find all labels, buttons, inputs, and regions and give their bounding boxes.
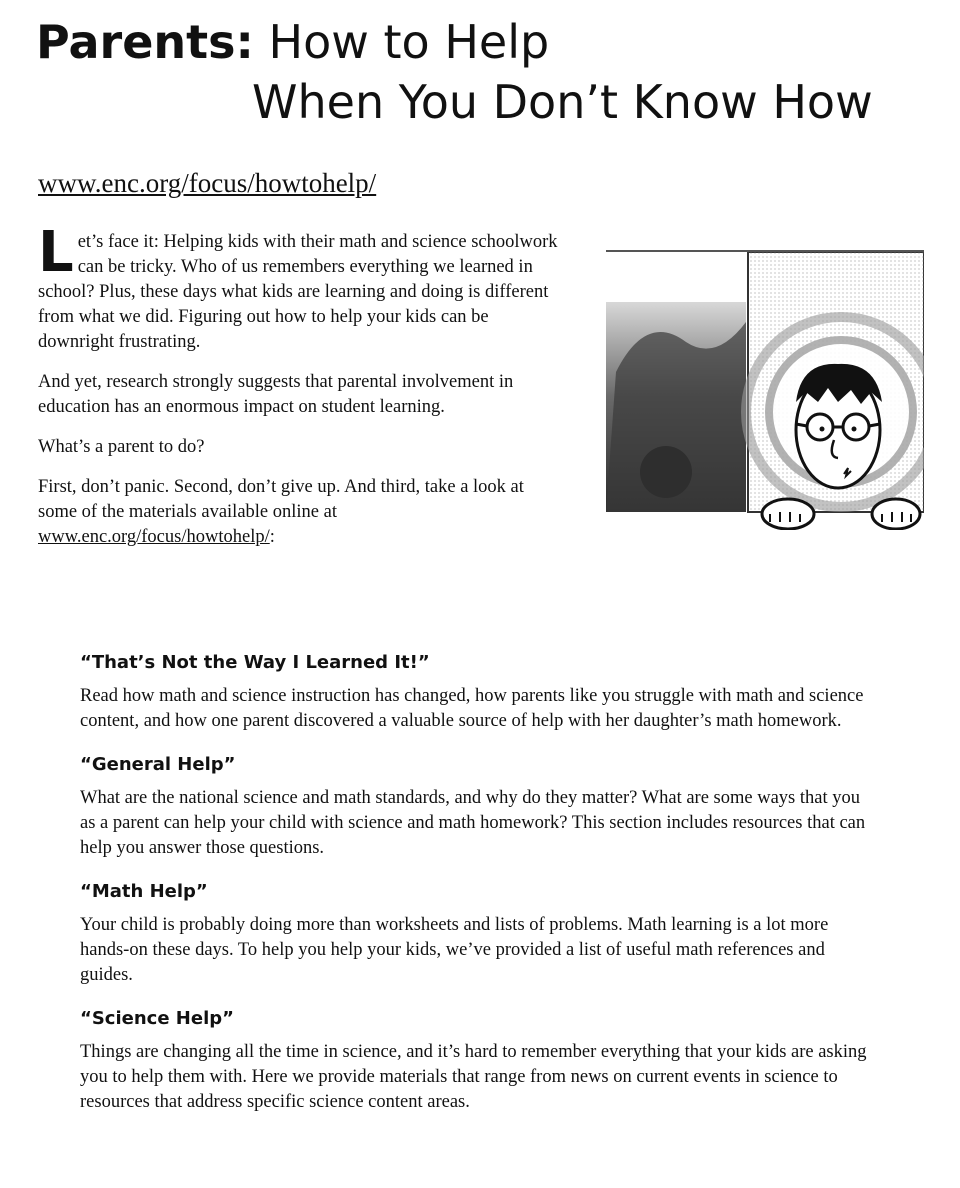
section-math-help [80, 879, 870, 988]
title-line-2: When You Don’t Know How [252, 75, 873, 129]
cartoon-parent-peeking-icon [606, 250, 924, 530]
intro-paragraph-2: And yet, research strongly suggests that parental involvement in education has an enormous impact on student learning. [38, 372, 514, 417]
inline-url-link[interactable]: www.enc.org/focus/howtohelp/ [38, 527, 270, 547]
section-heading: “General Help” [80, 754, 236, 775]
title-parents: Parents: [36, 15, 254, 69]
section-general-help [80, 752, 870, 861]
page-title [36, 12, 936, 132]
title-line-1 [36, 12, 936, 72]
intro-paragraph-1-text: et’s face it: Helping kids with their math and science schoolwork can be tricky. Who of us remembers everything we learned in school? Plus, these days what kids are learning and doing is different from what we did. Figuring out how to help your kids can be downright frustrating. [38, 232, 558, 352]
url-heading[interactable]: www.enc.org/focus/howtohelp/ [38, 168, 377, 198]
title-how-to-help: How to Help [268, 15, 550, 69]
section-heading: “That’s Not the Way I Learned It!” [80, 652, 430, 673]
intro-paragraph-1 [38, 220, 558, 355]
section-heading: “Math Help” [80, 881, 208, 902]
intro-paragraph-4-text: First, don’t panic. Second, don’t give up. And third, take a look at some of the materials available online at [38, 477, 524, 522]
intro-paragraph-4 [38, 475, 558, 550]
section-heading: “Science Help” [80, 1008, 234, 1029]
section-body: Your child is probably doing more than worksheets and lists of problems. Math learning is a lot more hands-on these days. To help you help your kids, we’ve provided a list of useful math references and guides. [80, 915, 829, 985]
section-body: What are the national science and math standards, and why do they matter? What are some ways that you as a parent can help your child with science and math homework? This section includes resources that can help you answer those questions. [80, 788, 866, 858]
section-body: Read how math and science instruction has changed, how parents like you struggle with math and science content, and how one parent discovered a valuable source of help with her daughter’s math homework. [80, 686, 864, 731]
section-not-the-way [80, 650, 870, 734]
illustration-svg [606, 252, 924, 530]
resource-sections [80, 650, 870, 1133]
intro-paragraph-4-end: : [269, 527, 275, 547]
section-body: Things are changing all the time in science, and it’s hard to remember everything that your kids are asking you to help them with. Here we provide materials that range from news on current events in science to resources that address specific science content areas. [80, 1042, 867, 1112]
drop-cap: L [38, 220, 74, 285]
intro-paragraph-3: What’s a parent to do? [38, 437, 205, 457]
section-science-help [80, 1006, 870, 1115]
intro-text [38, 220, 558, 565]
